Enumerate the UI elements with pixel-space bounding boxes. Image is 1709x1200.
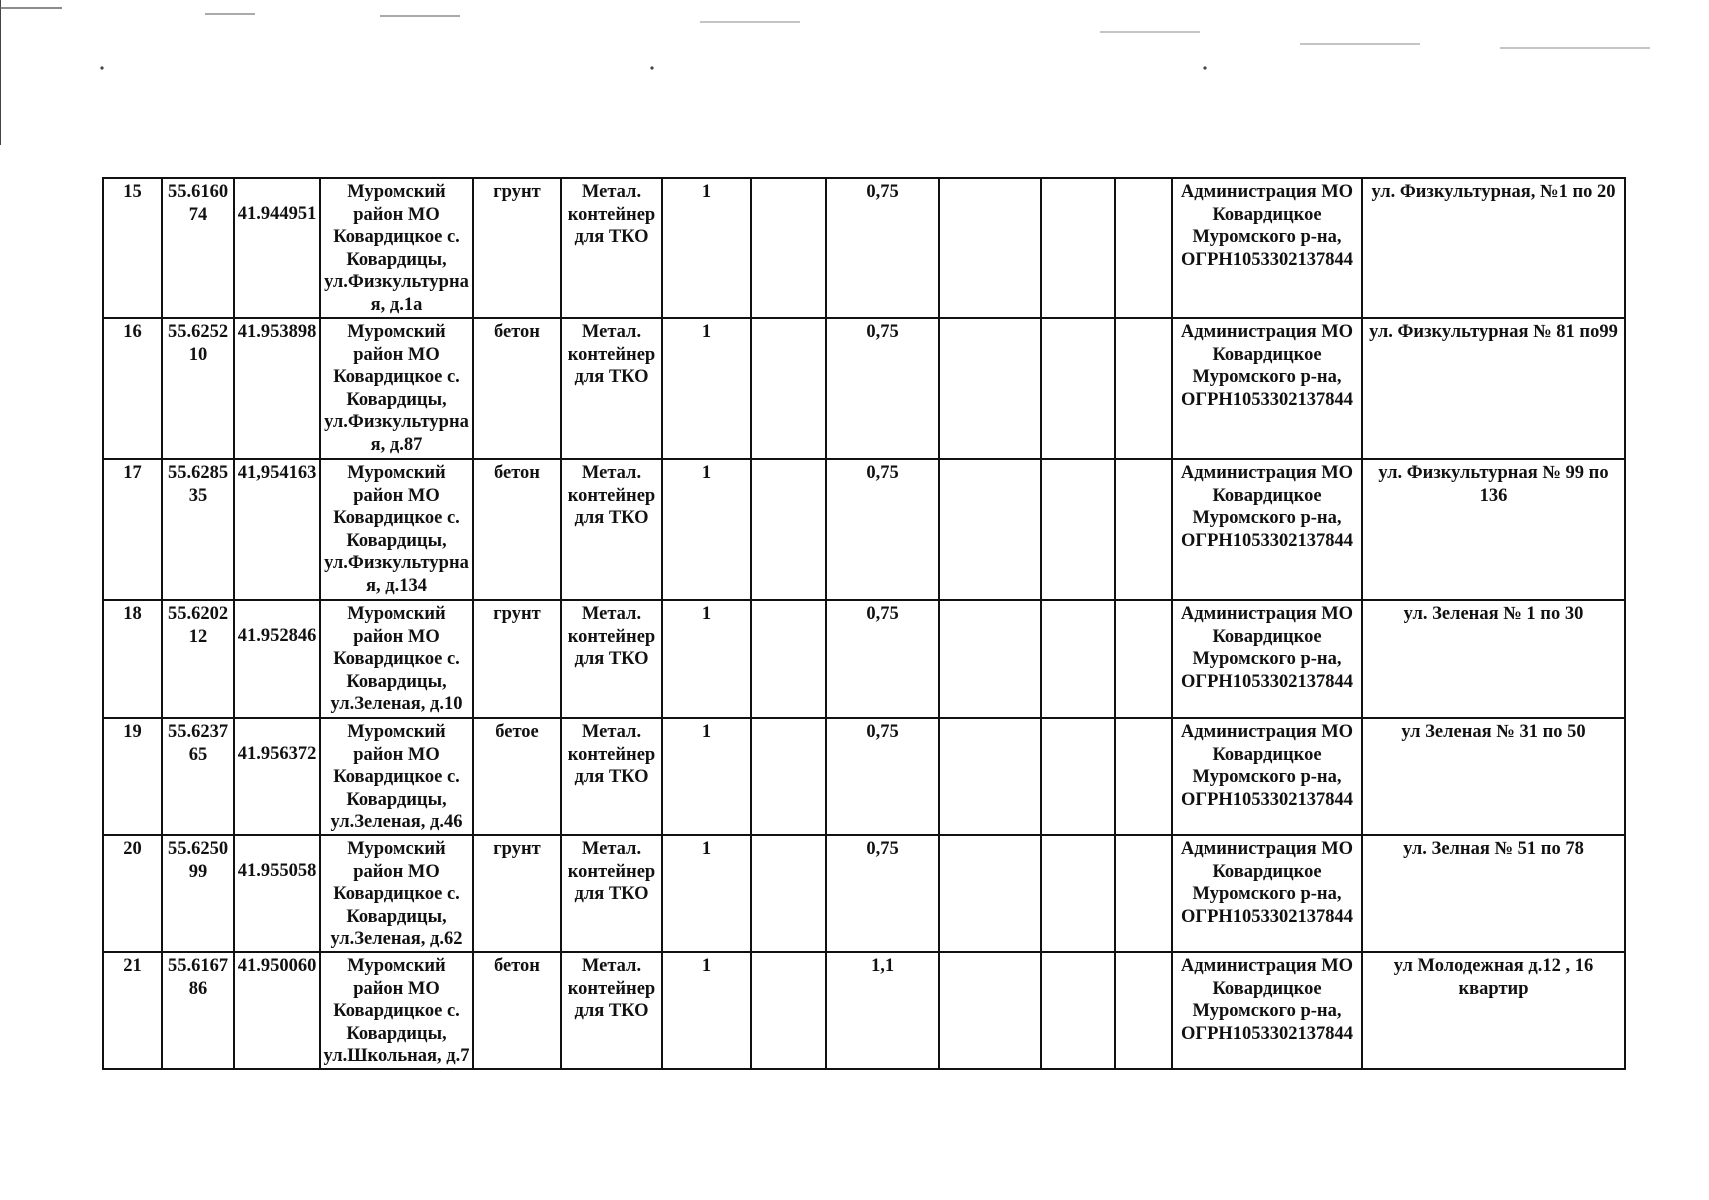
container-volume-cell — [826, 318, 939, 459]
owner-cell — [1172, 952, 1362, 1069]
empty-cell — [1115, 600, 1172, 718]
latitude-text: 55.625099 — [167, 839, 229, 882]
longitude-cell — [234, 835, 320, 952]
empty-cell — [1115, 718, 1172, 835]
container-count-cell — [662, 718, 751, 835]
container-type-cell — [561, 835, 662, 952]
empty-cell — [751, 318, 826, 459]
longitude-text: 41.955058 — [237, 861, 317, 881]
empty-cell — [939, 600, 1041, 718]
row-number-cell — [103, 459, 162, 600]
empty-cell — [751, 600, 826, 718]
row-number-text: 18 — [123, 604, 142, 624]
owner-text: Администрация МО Ковардицкое Муромского р-на, ОГРН1053302137844 — [1180, 322, 1354, 410]
address-text: Муромский район МО Ковардицкое с. Ковардицы, ул.Физкультурная, д.134 — [324, 463, 469, 596]
container-count-text: 1 — [701, 956, 712, 976]
row-number-cell — [103, 600, 162, 718]
container-volume-cell — [826, 600, 939, 718]
longitude-cell — [234, 318, 320, 459]
table-row — [103, 318, 1625, 459]
longitude-text: 41.944951 — [237, 204, 317, 224]
container-count-cell — [662, 318, 751, 459]
container-site-registry-table — [102, 177, 1626, 1070]
owner-text: Администрация МО Ковардицкое Муромского р-на, ОГРН1053302137844 — [1180, 839, 1354, 927]
address-text: Муромский район МО Ковардицкое с. Ковардицы, ул.Зеленая, д.46 — [330, 722, 463, 833]
container-volume-text: 0,75 — [866, 604, 899, 624]
longitude-text: 41.952846 — [237, 626, 317, 646]
surface-type-cell — [473, 600, 561, 718]
registry-rows — [103, 178, 1625, 1069]
address-text: Муромский район МО Ковардицкое с. Ковардицы, ул.Зеленая, д.10 — [330, 604, 463, 715]
latitude-cell — [162, 459, 234, 600]
owner-cell — [1172, 600, 1362, 718]
surface-type-cell — [473, 952, 561, 1069]
container-type-text: Метал. контейнер для ТКО — [567, 956, 656, 1022]
container-count-cell — [662, 178, 751, 318]
address-cell — [320, 459, 473, 600]
container-count-text: 1 — [701, 839, 712, 859]
empty-cell — [939, 718, 1041, 835]
address-text: Муромский район МО Ковардицкое с. Ковардицы, ул.Школьная, д.7 — [323, 956, 470, 1067]
empty-cell — [1041, 718, 1115, 835]
owner-cell — [1172, 718, 1362, 835]
empty-cell — [751, 459, 826, 600]
empty-cell — [1115, 952, 1172, 1069]
served-area-cell — [1362, 718, 1625, 835]
container-type-text: Метал. контейнер для ТКО — [567, 182, 656, 248]
surface-type-cell — [473, 318, 561, 459]
empty-cell — [1115, 835, 1172, 952]
surface-type-text: грунт — [493, 839, 541, 859]
served-area-text: ул. Зеленая № 1 по 30 — [1403, 604, 1584, 624]
longitude-cell — [234, 718, 320, 835]
empty-cell — [751, 952, 826, 1069]
empty-cell — [939, 459, 1041, 600]
served-area-text: ул Молодежная д.12 , 16 квартир — [1393, 956, 1594, 999]
owner-cell — [1172, 178, 1362, 318]
address-cell — [320, 835, 473, 952]
container-volume-cell — [826, 835, 939, 952]
empty-cell — [939, 952, 1041, 1069]
served-area-cell — [1362, 318, 1625, 459]
container-type-cell — [561, 459, 662, 600]
latitude-text: 55.620212 — [167, 604, 229, 647]
empty-cell — [1115, 459, 1172, 600]
container-volume-cell — [826, 459, 939, 600]
container-type-text: Метал. контейнер для ТКО — [567, 322, 656, 388]
owner-cell — [1172, 835, 1362, 952]
latitude-cell — [162, 318, 234, 459]
served-area-cell — [1362, 178, 1625, 318]
container-type-cell — [561, 718, 662, 835]
owner-cell — [1172, 459, 1362, 600]
served-area-text: ул. Зелная № 51 по 78 — [1403, 839, 1584, 859]
empty-cell — [1115, 178, 1172, 318]
surface-type-text: бетон — [494, 322, 540, 342]
latitude-text: 55.625210 — [167, 322, 229, 365]
row-number-cell — [103, 318, 162, 459]
owner-text: Администрация МО Ковардицкое Муромского р-на, ОГРН1053302137844 — [1180, 463, 1354, 551]
container-volume-text: 0,75 — [866, 463, 899, 483]
served-area-cell — [1362, 952, 1625, 1069]
surface-type-text: бетое — [495, 722, 539, 742]
row-number-cell — [103, 835, 162, 952]
latitude-cell — [162, 718, 234, 835]
empty-cell — [1041, 952, 1115, 1069]
surface-type-cell — [473, 718, 561, 835]
address-cell — [320, 600, 473, 718]
container-type-text: Метал. контейнер для ТКО — [567, 604, 656, 670]
table-row — [103, 835, 1625, 952]
table-row — [103, 600, 1625, 718]
served-area-text: ул. Физкультурная № 81 по99 — [1369, 322, 1618, 342]
address-text: Муромский район МО Ковардицкое с. Ковардицы, ул.Физкультурная, д.1а — [324, 182, 469, 315]
empty-cell — [1041, 600, 1115, 718]
served-area-text: ул. Физкультурная № 99 по 136 — [1378, 463, 1609, 506]
container-type-cell — [561, 178, 662, 318]
row-number-cell — [103, 178, 162, 318]
empty-cell — [939, 835, 1041, 952]
served-area-text: ул Зеленая № 31 по 50 — [1401, 722, 1586, 742]
owner-text: Администрация МО Ковардицкое Муромского р-на, ОГРН1053302137844 — [1180, 956, 1354, 1044]
container-volume-text: 1,1 — [870, 956, 895, 976]
surface-type-text: бетон — [494, 463, 540, 483]
container-count-text: 1 — [701, 604, 712, 624]
container-count-text: 1 — [701, 722, 712, 742]
table-row — [103, 718, 1625, 835]
address-cell — [320, 178, 473, 318]
surface-type-text: грунт — [493, 604, 541, 624]
scan-edge-marks — [0, 0, 1709, 150]
owner-text: Администрация МО Ковардицкое Муромского р-на, ОГРН1053302137844 — [1180, 722, 1354, 810]
owner-text: Администрация МО Ковардицкое Муромского р-на, ОГРН1053302137844 — [1180, 182, 1354, 270]
row-number-text: 21 — [123, 956, 142, 976]
longitude-text: 41.956372 — [237, 744, 317, 764]
empty-cell — [1041, 459, 1115, 600]
longitude-text: 41,954163 — [237, 463, 317, 483]
longitude-cell — [234, 459, 320, 600]
container-volume-cell — [826, 952, 939, 1069]
table-row — [103, 178, 1625, 318]
address-text: Муромский район МО Ковардицкое с. Ковардицы, ул.Зеленая, д.62 — [330, 839, 463, 950]
container-count-text: 1 — [701, 182, 712, 202]
empty-cell — [751, 718, 826, 835]
latitude-cell — [162, 600, 234, 718]
container-type-cell — [561, 318, 662, 459]
longitude-text: 41.950060 — [237, 956, 317, 976]
container-volume-cell — [826, 178, 939, 318]
empty-cell — [939, 318, 1041, 459]
container-volume-text: 0,75 — [866, 182, 899, 202]
row-number-text: 16 — [123, 322, 142, 342]
served-area-text: ул. Физкультурная, №1 по 20 — [1371, 182, 1616, 202]
served-area-cell — [1362, 835, 1625, 952]
row-number-cell — [103, 952, 162, 1069]
container-volume-cell — [826, 718, 939, 835]
surface-type-cell — [473, 178, 561, 318]
empty-cell — [751, 178, 826, 318]
address-cell — [320, 318, 473, 459]
address-text: Муромский район МО Ковардицкое с. Ковардицы, ул.Физкультурная, д.87 — [324, 322, 469, 455]
empty-cell — [1041, 178, 1115, 318]
row-number-text: 20 — [123, 839, 142, 859]
table-row — [103, 952, 1625, 1069]
surface-type-text: бетон — [494, 956, 540, 976]
latitude-text: 55.628535 — [167, 463, 229, 506]
latitude-text: 55.616786 — [167, 956, 229, 999]
owner-cell — [1172, 318, 1362, 459]
container-count-cell — [662, 952, 751, 1069]
row-number-text: 19 — [123, 722, 142, 742]
container-count-text: 1 — [701, 463, 712, 483]
table-row — [103, 459, 1625, 600]
empty-cell — [1041, 835, 1115, 952]
container-count-cell — [662, 835, 751, 952]
longitude-cell — [234, 178, 320, 318]
container-count-text: 1 — [701, 322, 712, 342]
latitude-text: 55.616074 — [167, 182, 229, 225]
served-area-cell — [1362, 600, 1625, 718]
container-volume-text: 0,75 — [866, 322, 899, 342]
surface-type-cell — [473, 459, 561, 600]
longitude-text: 41.953898 — [237, 322, 317, 342]
surface-type-text: грунт — [493, 182, 541, 202]
empty-cell — [1115, 318, 1172, 459]
latitude-cell — [162, 178, 234, 318]
container-type-cell — [561, 600, 662, 718]
longitude-cell — [234, 952, 320, 1069]
owner-text: Администрация МО Ковардицкое Муромского р-на, ОГРН1053302137844 — [1180, 604, 1354, 692]
container-type-text: Метал. контейнер для ТКО — [567, 463, 656, 529]
address-cell — [320, 952, 473, 1069]
row-number-text: 15 — [123, 182, 142, 202]
empty-cell — [751, 835, 826, 952]
container-type-cell — [561, 952, 662, 1069]
longitude-cell — [234, 600, 320, 718]
surface-type-cell — [473, 835, 561, 952]
latitude-text: 55.623765 — [167, 722, 229, 765]
container-volume-text: 0,75 — [866, 839, 899, 859]
address-cell — [320, 718, 473, 835]
container-count-cell — [662, 459, 751, 600]
container-volume-text: 0,75 — [866, 722, 899, 742]
row-number-cell — [103, 718, 162, 835]
container-type-text: Метал. контейнер для ТКО — [567, 839, 656, 905]
container-count-cell — [662, 600, 751, 718]
empty-cell — [939, 178, 1041, 318]
row-number-text: 17 — [123, 463, 142, 483]
served-area-cell — [1362, 459, 1625, 600]
container-type-text: Метал. контейнер для ТКО — [567, 722, 656, 788]
empty-cell — [1041, 318, 1115, 459]
latitude-cell — [162, 952, 234, 1069]
latitude-cell — [162, 835, 234, 952]
